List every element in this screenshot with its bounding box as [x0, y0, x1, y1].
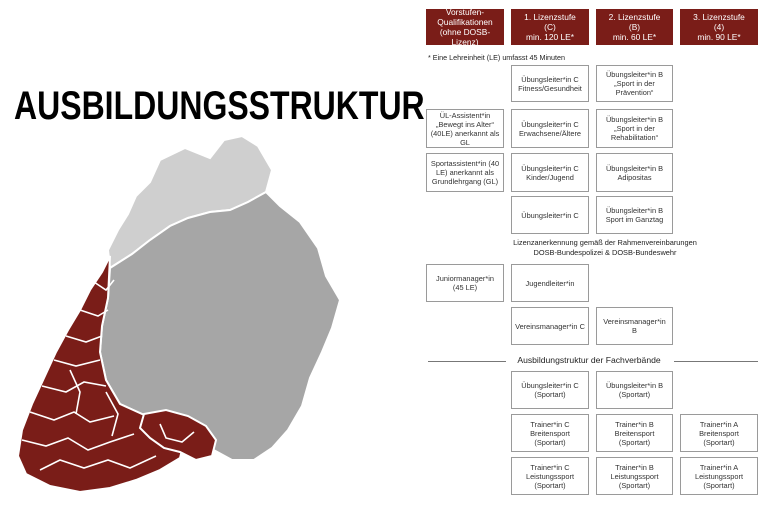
section-divider-left — [428, 361, 506, 362]
header-license-level-3: 3. Lizenzstufe (4) min. 90 LE* — [680, 9, 758, 45]
box-trainer-b-leistungssport: Trainer*in B Leistungssport (Sportart) — [596, 457, 673, 495]
box-uel-b-rehabilitation: Übungsleiter*in B „Sport in der Rehabilitation“ — [596, 109, 673, 148]
box-uel-c-kinder: Übungsleiter*in C Kinder/Jugend — [511, 153, 589, 192]
box-jugendleiter: Jugendleiter*in — [511, 264, 589, 302]
box-uel-b-adipositas: Übungsleiter*in B Adipositas — [596, 153, 673, 192]
box-sportassistent: Sportassistent*in (40 LE) anerkannt als Grundlehrgang (GL) — [426, 153, 504, 192]
footnote: * Eine Lehreinheit (LE) umfasst 45 Minuten — [428, 53, 566, 62]
box-trainer-b-breitensport: Trainer*in B Breitensport (Sportart) — [596, 414, 673, 452]
page-title: AUSBILDUNGSSTRUKTUR — [14, 84, 425, 128]
header-prequalification: Vorstufen- Qualifikationen (ohne DOSB-Lizenz) — [426, 9, 504, 45]
box-vereinsmanager-b: Vereinsmanager*in B — [596, 307, 673, 345]
box-trainer-a-breitensport: Trainer*in A Breitensport (Sportart) — [680, 414, 758, 452]
license-agreement-note: Lizenzanerkennung gemäß der Rahmenvereinbarungen DOSB-Bundespolizei & DOSB-Bundeswehr — [513, 238, 697, 257]
box-trainer-c-breitensport: Trainer*in C Breitensport (Sportart) — [511, 414, 589, 452]
box-vereinsmanager-c: Vereinsmanager*in C — [511, 307, 589, 345]
section-divider-right — [674, 361, 758, 362]
header-license-level-2: 2. Lizenzstufe (B) min. 60 LE* — [596, 9, 673, 45]
box-trainer-c-leistungssport: Trainer*in C Leistungssport (Sportart) — [511, 457, 589, 495]
section-title: Ausbildungstruktur der Fachverbände — [517, 355, 661, 365]
box-uel-c-fitness: Übungsleiter*in C Fitness/Gesundheit — [511, 65, 589, 102]
header-license-level-1: 1. Lizenzstufe (C) min. 120 LE* — [511, 9, 589, 45]
box-fach-uel-c: Übungsleiter*in C (Sportart) — [511, 371, 589, 409]
box-uel-c: Übungsleiter*in C — [511, 196, 589, 234]
box-juniormanager: Juniormanager*in (45 LE) — [426, 264, 504, 302]
box-trainer-a-leistungssport: Trainer*in A Leistungssport (Sportart) — [680, 457, 758, 495]
box-fach-uel-b: Übungsleiter*in B (Sportart) — [596, 371, 673, 409]
box-uel-b-praevention: Übungsleiter*in B „Sport in der Prävention“ — [596, 65, 673, 102]
box-uel-b-ganztag: Übungsleiter*in B Sport im Ganztag — [596, 196, 673, 234]
region-map — [10, 130, 350, 500]
box-uel-assistent: ÜL-Assistent*in „Bewegt ins Alter“ (40LE) anerkannt als GL — [426, 109, 504, 148]
box-uel-c-erwachsene: Übungsleiter*in C Erwachsene/Ältere — [511, 109, 589, 148]
